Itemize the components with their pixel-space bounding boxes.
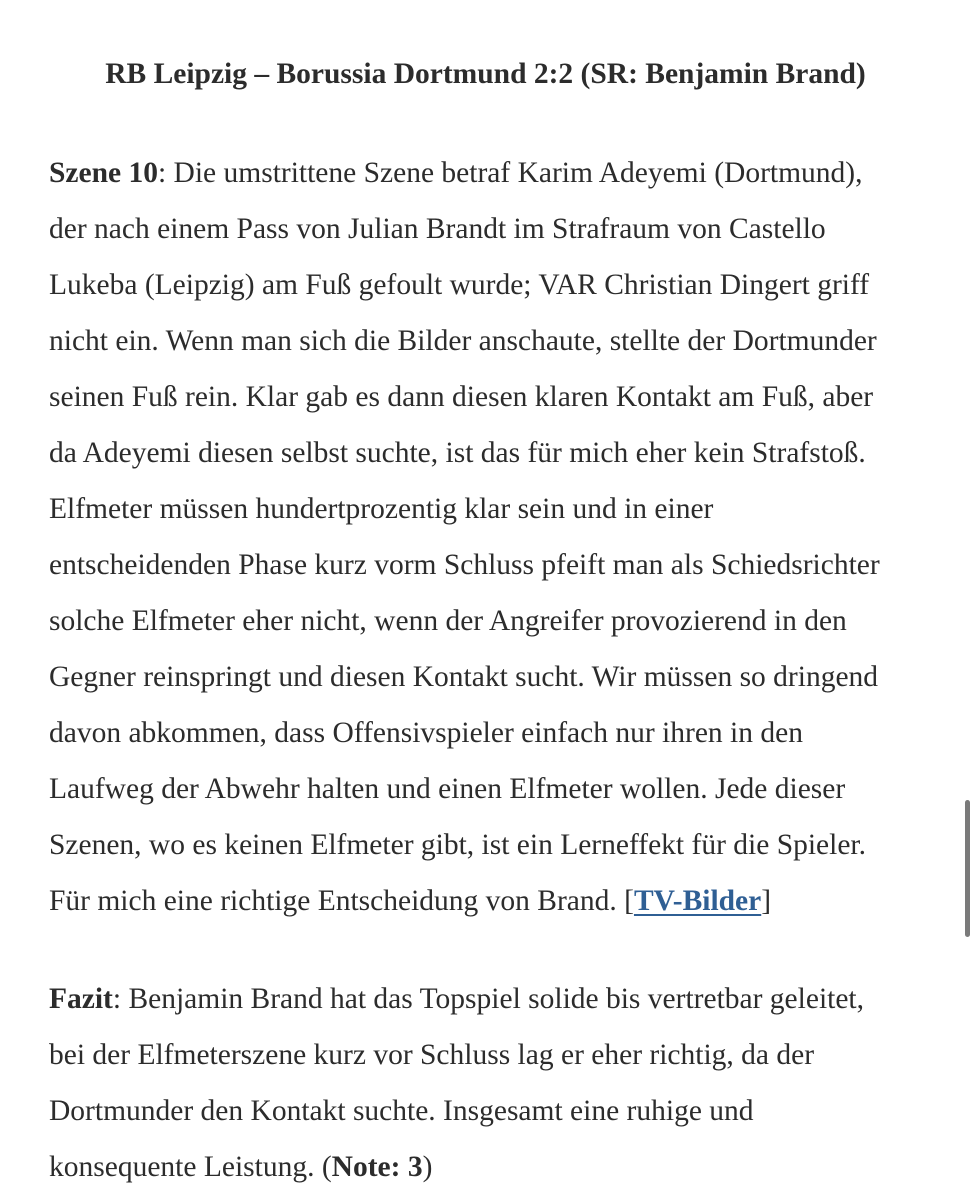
- paragraph-line: [49, 971, 949, 1027]
- paragraph-line: der nach einem Pass von Julian Brandt im Strafraum von Castello: [49, 213, 826, 245]
- line-text: konsequente Leistung. (: [49, 1151, 332, 1183]
- bracket-open: [: [624, 885, 634, 917]
- note-grade: Note: 3: [331, 1151, 423, 1183]
- line-text: Die umstrittene Szene betraf Karim Adeyemi (Dortmund),: [166, 157, 863, 189]
- paragraph-line: entscheidenden Phase kurz vorm Schluss pfeift man als Schiedsrichter: [49, 549, 880, 581]
- bracket-close: ]: [761, 885, 772, 917]
- paragraph-line: [49, 873, 949, 929]
- fazit-label-separator: :: [112, 983, 122, 1015]
- fazit-paragraph: [49, 971, 949, 1195]
- paragraph-line: bei der Elfmeterszene kurz vor Schluss lag er eher richtig, da der: [49, 1039, 815, 1071]
- note-close: ): [422, 1151, 433, 1183]
- page-title: RB Leipzig – Borussia Dortmund 2:2 (SR: Benjamin Brand): [105, 58, 866, 90]
- paragraph-line: Lukeba (Leipzig) am Fuß gefoult wurde; VAR Christian Dingert griff: [49, 269, 870, 301]
- scene-label-separator: :: [157, 157, 167, 189]
- paragraph-line: Szenen, wo es keinen Elfmeter gibt, ist ein Lerneffekt für die Spieler.: [49, 829, 866, 861]
- paragraph-line: davon abkommen, dass Offensivspieler einfach nur ihren in den: [49, 717, 803, 749]
- paragraph-line: Laufweg der Abwehr halten und einen Elfmeter wollen. Jede dieser: [49, 773, 846, 805]
- line-text: Benjamin Brand hat das Topspiel solide bis vertretbar geleitet,: [121, 983, 864, 1015]
- paragraph-line: Elfmeter müssen hundertprozentig klar sein und in einer: [49, 493, 714, 525]
- paragraph-line: da Adeyemi diesen selbst suchte, ist das für mich eher kein Strafstoß.: [49, 437, 866, 469]
- line-text: Für mich eine richtige Entscheidung von Brand.: [49, 885, 625, 917]
- scene-label: Szene 10: [49, 157, 158, 189]
- paragraph-line: nicht ein. Wenn man sich die Bilder anschaute, stellte der Dortmunder: [49, 325, 877, 357]
- paragraph-line: Gegner reinspringt und diesen Kontakt sucht. Wir müssen so dringend: [49, 661, 879, 693]
- vertical-scrollbar[interactable]: [965, 800, 970, 937]
- scene-10-paragraph: [49, 145, 949, 929]
- paragraph-line: [49, 1139, 949, 1195]
- tv-bilder-link[interactable]: TV-Bilder: [633, 885, 762, 917]
- paragraph-line: [49, 145, 949, 201]
- paragraph-line: seinen Fuß rein. Klar gab es dann diesen klaren Kontakt am Fuß, aber: [49, 381, 874, 413]
- paragraph-line: solche Elfmeter eher nicht, wenn der Angreifer provozierend in den: [49, 605, 847, 637]
- paragraph-line: Dortmunder den Kontakt suchte. Insgesamt eine ruhige und: [49, 1095, 754, 1127]
- fazit-label: Fazit: [49, 983, 113, 1015]
